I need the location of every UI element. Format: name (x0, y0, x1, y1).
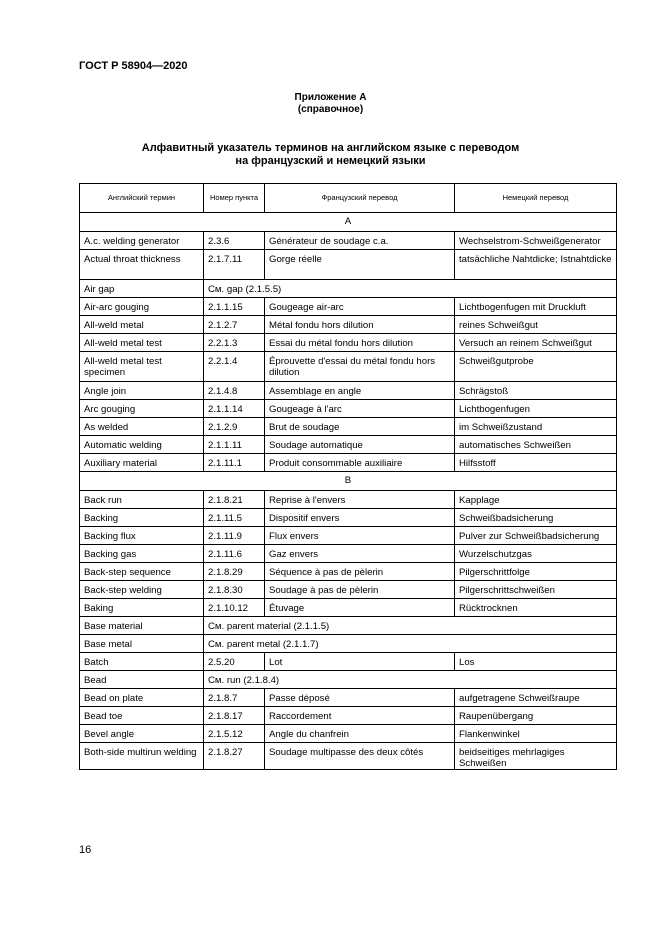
table-row (80, 382, 617, 400)
column-header-english: Английский термин (80, 184, 204, 213)
table-row (80, 707, 617, 725)
item-number: 2.5.20 (204, 653, 265, 671)
table-row (80, 316, 617, 334)
french-translation: Gorge réelle (265, 250, 455, 280)
terms-table-body (80, 213, 617, 770)
item-number: 2.1.1.14 (204, 400, 265, 418)
item-number: 2.1.8.7 (204, 689, 265, 707)
english-term: Base material (80, 617, 204, 635)
appendix-status: (справочное) (297, 104, 364, 115)
index-title-line-2: на французский и немецкий языки (235, 155, 426, 167)
german-translation: tatsächliche Nahtdicke; Istnahtdicke (455, 250, 617, 280)
english-term: Backing flux (80, 527, 204, 545)
english-term: Actual throat thickness (80, 250, 204, 280)
table-row (80, 298, 617, 316)
english-term: All-weld metal test specimen (80, 352, 204, 382)
english-term: Arc gouging (80, 400, 204, 418)
french-translation: Brut de soudage (265, 418, 455, 436)
french-translation: Gaz envers (265, 545, 455, 563)
item-number: 2.1.1.11 (204, 436, 265, 454)
french-translation: Essai du métal fondu hors dilution (265, 334, 455, 352)
english-term: Both-side multirun welding (80, 743, 204, 770)
item-number: 2.1.8.29 (204, 563, 265, 581)
table-row (80, 454, 617, 472)
table-row (80, 527, 617, 545)
table-row (80, 581, 617, 599)
english-term: Bead on plate (80, 689, 204, 707)
french-translation: Séquence à pas de pèlerin (265, 563, 455, 581)
french-translation: Soudage multipasse des deux côtés (265, 743, 455, 770)
german-translation: Schrägstoß (455, 382, 617, 400)
cross-reference: См. parent material (2.1.1.5) (204, 617, 617, 635)
cross-reference: См. parent metal (2.1.1.7) (204, 635, 617, 653)
german-translation: Schweißbadsicherung (455, 509, 617, 527)
english-term: Back run (80, 491, 204, 509)
index-title (0, 142, 661, 168)
english-term: Air-arc gouging (80, 298, 204, 316)
table-row (80, 352, 617, 382)
french-translation: Générateur de soudage c.a. (265, 232, 455, 250)
english-term: Back-step sequence (80, 563, 204, 581)
appendix-heading (0, 92, 661, 116)
table-row (80, 635, 617, 653)
german-translation: Wurzelschutzgas (455, 545, 617, 563)
german-translation: Hilfsstoff (455, 454, 617, 472)
table-row (80, 334, 617, 352)
german-translation: reines Schweißgut (455, 316, 617, 334)
item-number: 2.1.2.9 (204, 418, 265, 436)
item-number: 2.1.1.15 (204, 298, 265, 316)
french-translation: Lot (265, 653, 455, 671)
english-term: Backing (80, 509, 204, 527)
english-term: All-weld metal (80, 316, 204, 334)
english-term: Auxiliary material (80, 454, 204, 472)
french-translation: Flux envers (265, 527, 455, 545)
table-row (80, 743, 617, 770)
item-number: 2.1.8.30 (204, 581, 265, 599)
french-translation: Soudage automatique (265, 436, 455, 454)
table-row (80, 491, 617, 509)
german-translation: Wechselstrom-Schweißgenerator (455, 232, 617, 250)
column-header-german: Немецкий перевод (455, 184, 617, 213)
german-translation: Los (455, 653, 617, 671)
item-number: 2.1.11.9 (204, 527, 265, 545)
cross-reference: См. gap (2.1.5.5) (204, 280, 617, 298)
item-number: 2.1.4.8 (204, 382, 265, 400)
item-number: 2.1.2.7 (204, 316, 265, 334)
german-translation: Flankenwinkel (455, 725, 617, 743)
item-number: 2.1.8.21 (204, 491, 265, 509)
item-number: 2.2.1.3 (204, 334, 265, 352)
german-translation: Kapplage (455, 491, 617, 509)
table-row (80, 725, 617, 743)
french-translation: Produit consommable auxiliaire (265, 454, 455, 472)
english-term: Batch (80, 653, 204, 671)
table-row (80, 653, 617, 671)
english-term: Bevel angle (80, 725, 204, 743)
german-translation: Pilgerschrittschweißen (455, 581, 617, 599)
german-translation: Versuch an reinem Schweißgut (455, 334, 617, 352)
french-translation: Éprouvette d'essai du métal fondu hors dilution (265, 352, 455, 382)
page-number: 16 (79, 844, 92, 856)
cross-reference: См. run (2.1.8.4) (204, 671, 617, 689)
english-term: Angle join (80, 382, 204, 400)
english-term: Back-step welding (80, 581, 204, 599)
english-term: Base metal (80, 635, 204, 653)
table-header-row (80, 184, 617, 213)
table-row (80, 563, 617, 581)
french-translation: Gougeage air-arc (265, 298, 455, 316)
column-header-french: Французский перевод (265, 184, 455, 213)
table-row (80, 689, 617, 707)
german-translation: beidseitiges mehrlagiges Schweißen (455, 743, 617, 770)
german-translation: automatisches Schweißen (455, 436, 617, 454)
table-row (80, 617, 617, 635)
standard-designation: ГОСТ Р 58904—2020 (79, 60, 188, 72)
item-number: 2.1.10.12 (204, 599, 265, 617)
french-translation: Passe déposé (265, 689, 455, 707)
german-translation: Raupenübergang (455, 707, 617, 725)
french-translation: Gougeage à l'arc (265, 400, 455, 418)
item-number: 2.1.5.12 (204, 725, 265, 743)
english-term: All-weld metal test (80, 334, 204, 352)
german-translation: im Schweißzustand (455, 418, 617, 436)
french-translation: Raccordement (265, 707, 455, 725)
table-row (80, 418, 617, 436)
section-letter: A (80, 213, 617, 232)
english-term: Bead toe (80, 707, 204, 725)
french-translation: Angle du chanfrein (265, 725, 455, 743)
item-number: 2.1.11.5 (204, 509, 265, 527)
section-letter: B (80, 472, 617, 491)
terms-table (79, 183, 617, 770)
item-number: 2.1.11.6 (204, 545, 265, 563)
item-number: 2.1.8.17 (204, 707, 265, 725)
letter-section-row (80, 472, 617, 491)
item-number: 2.1.8.27 (204, 743, 265, 770)
english-term: Automatic welding (80, 436, 204, 454)
english-term: As welded (80, 418, 204, 436)
german-translation: Lichtbogenfugen (455, 400, 617, 418)
german-translation: Lichtbogenfugen mit Druckluft (455, 298, 617, 316)
letter-section-row (80, 213, 617, 232)
english-term: Backing gas (80, 545, 204, 563)
item-number: 2.1.11.1 (204, 454, 265, 472)
table-row (80, 280, 617, 298)
english-term: Air gap (80, 280, 204, 298)
german-translation: Schweißgutprobe (455, 352, 617, 382)
table-row (80, 509, 617, 527)
table-row (80, 436, 617, 454)
french-translation: Dispositif envers (265, 509, 455, 527)
item-number: 2.1.7.11 (204, 250, 265, 280)
item-number: 2.2.1.4 (204, 352, 265, 382)
english-term: Bead (80, 671, 204, 689)
column-header-number: Номер пункта (204, 184, 265, 213)
table-row (80, 671, 617, 689)
french-translation: Assemblage en angle (265, 382, 455, 400)
french-translation: Étuvage (265, 599, 455, 617)
german-translation: Pilgerschrittfolge (455, 563, 617, 581)
table-row (80, 250, 617, 280)
english-term: A.c. welding generator (80, 232, 204, 250)
table-row (80, 545, 617, 563)
appendix-label: Приложение А (294, 92, 367, 103)
index-title-line-1: Алфавитный указатель терминов на английском языке с переводом (141, 142, 520, 154)
item-number: 2.3.6 (204, 232, 265, 250)
german-translation: aufgetragene Schweißraupe (455, 689, 617, 707)
table-row (80, 232, 617, 250)
french-translation: Soudage à pas de pèlerin (265, 581, 455, 599)
table-row (80, 599, 617, 617)
french-translation: Reprise à l'envers (265, 491, 455, 509)
table-row (80, 400, 617, 418)
english-term: Baking (80, 599, 204, 617)
french-translation: Métal fondu hors dilution (265, 316, 455, 334)
german-translation: Pulver zur Schweißbadsicherung (455, 527, 617, 545)
german-translation: Rücktrocknen (455, 599, 617, 617)
